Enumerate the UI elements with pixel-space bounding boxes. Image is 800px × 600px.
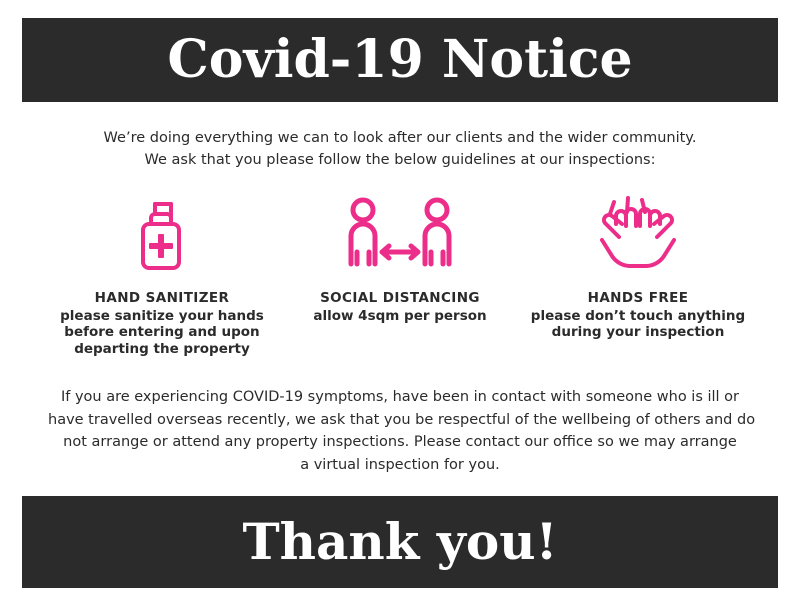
guideline-subtext-line: please sanitize your hands — [60, 307, 264, 324]
guideline-subtext-line: allow 4sqm per person — [313, 307, 487, 324]
guideline-subtext-line: please don’t touch anything — [530, 307, 746, 324]
intro-line-2: We ask that you please follow the below guidelines at our inspections: — [144, 151, 656, 168]
body-paragraph — [0, 386, 800, 476]
social-distancing-icon — [335, 194, 465, 278]
guideline-subtext-line: during your inspection — [551, 324, 725, 341]
body-line-1: If you are experiencing COVID-19 symptoms, have been in contact with someone who is ill or — [60, 389, 740, 406]
hand-sanitizer-icon — [117, 194, 207, 278]
body-line-2: have travelled overseas recently, we ask that you be respectful of the wellbeing of others and do — [48, 411, 756, 428]
footer-title: Thank you! — [242, 512, 558, 571]
guideline-subtext — [531, 308, 745, 342]
guideline-subtext-line: departing the property — [74, 341, 250, 358]
guideline-heading: SOCIAL DISTANCING — [320, 289, 480, 306]
guideline-hand-sanitizer — [44, 194, 280, 359]
header-band — [22, 18, 778, 102]
page-title: Covid-19 Notice — [167, 29, 633, 90]
guideline-social-distancing — [282, 194, 518, 359]
guideline-subtext-line: before entering and upon — [64, 324, 260, 341]
body-line-4: a virtual inspection for you. — [300, 456, 500, 473]
intro-text — [0, 128, 800, 172]
hands-free-icon — [578, 194, 698, 278]
footer-band — [22, 496, 778, 588]
guidelines-row — [0, 194, 800, 359]
guideline-heading: HANDS FREE — [587, 289, 689, 306]
body-line-3: not arrange or attend any property inspections. Please contact our office so we may arrange — [63, 434, 737, 451]
guideline-hands-free — [520, 194, 756, 359]
guideline-subtext — [313, 308, 486, 325]
guideline-subtext — [60, 308, 264, 359]
intro-line-1: We’re doing everything we can to look after our clients and the wider community. — [103, 130, 697, 146]
guideline-heading: HAND SANITIZER — [94, 289, 230, 306]
